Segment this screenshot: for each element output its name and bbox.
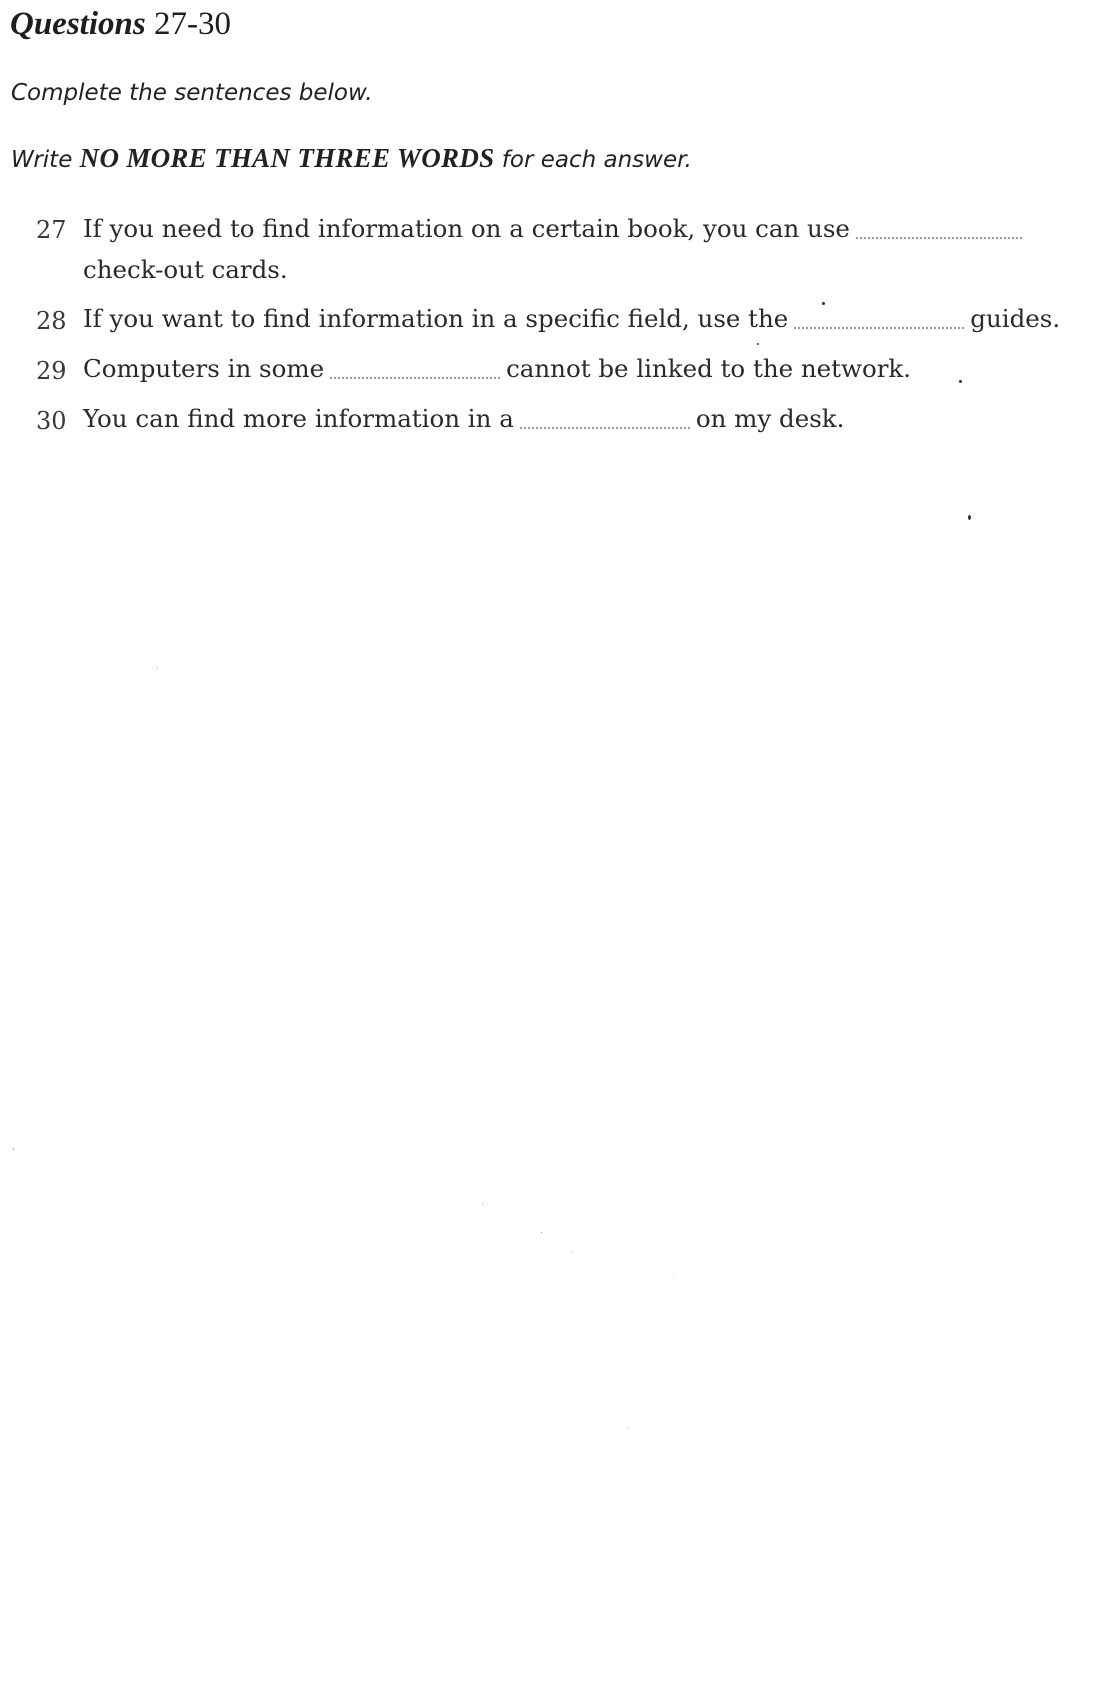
question-number-27: 27 bbox=[36, 216, 67, 244]
question-30 bbox=[83, 404, 844, 433]
scan-speck bbox=[541, 1232, 542, 1233]
question-29 bbox=[83, 354, 911, 383]
question-27 bbox=[83, 214, 1028, 243]
question-29-text: Computers in some bbox=[83, 354, 325, 383]
scan-speck bbox=[959, 380, 962, 383]
instruction-limit: NO MORE THAN THREE WORDS bbox=[79, 143, 495, 173]
question-29-after: cannot be linked to the network. bbox=[506, 354, 912, 383]
scan-speck bbox=[757, 343, 759, 345]
question-number-28: 28 bbox=[36, 307, 67, 335]
scan-speck bbox=[13, 1148, 14, 1150]
question-30-text: You can find more information in a bbox=[83, 404, 514, 433]
scan-speck bbox=[157, 668, 158, 669]
scan-speck bbox=[968, 515, 971, 520]
answer-blank-29[interactable] bbox=[330, 359, 500, 379]
scan-speck bbox=[822, 302, 825, 305]
heading-word: Questions bbox=[10, 6, 146, 42]
question-27-text: If you need to find information on a certain book, you can use bbox=[83, 214, 850, 243]
question-30-after: on my desk. bbox=[695, 404, 845, 433]
scan-speck bbox=[571, 1252, 572, 1253]
question-27-continuation: check-out cards. bbox=[83, 255, 288, 284]
scan-speck bbox=[482, 1203, 483, 1204]
question-28 bbox=[83, 304, 1060, 333]
scan-speck bbox=[627, 1427, 628, 1428]
question-number-29: 29 bbox=[36, 357, 67, 385]
question-28-text: If you want to find information in a specific field, use the bbox=[83, 304, 789, 333]
section-heading bbox=[10, 6, 231, 43]
heading-range: 27-30 bbox=[153, 6, 231, 42]
instruction-complete: Complete the sentences below. bbox=[11, 80, 373, 106]
scan-speck bbox=[673, 1277, 674, 1278]
instruction-post: for each answer. bbox=[494, 147, 692, 173]
answer-blank-27[interactable] bbox=[856, 219, 1022, 239]
instruction-pre: Write bbox=[11, 147, 80, 173]
instruction-word-limit bbox=[11, 143, 692, 174]
question-28-after: guides. bbox=[970, 304, 1061, 333]
question-number-30: 30 bbox=[36, 407, 67, 435]
answer-blank-30[interactable] bbox=[520, 409, 690, 429]
answer-blank-28[interactable] bbox=[794, 309, 964, 329]
